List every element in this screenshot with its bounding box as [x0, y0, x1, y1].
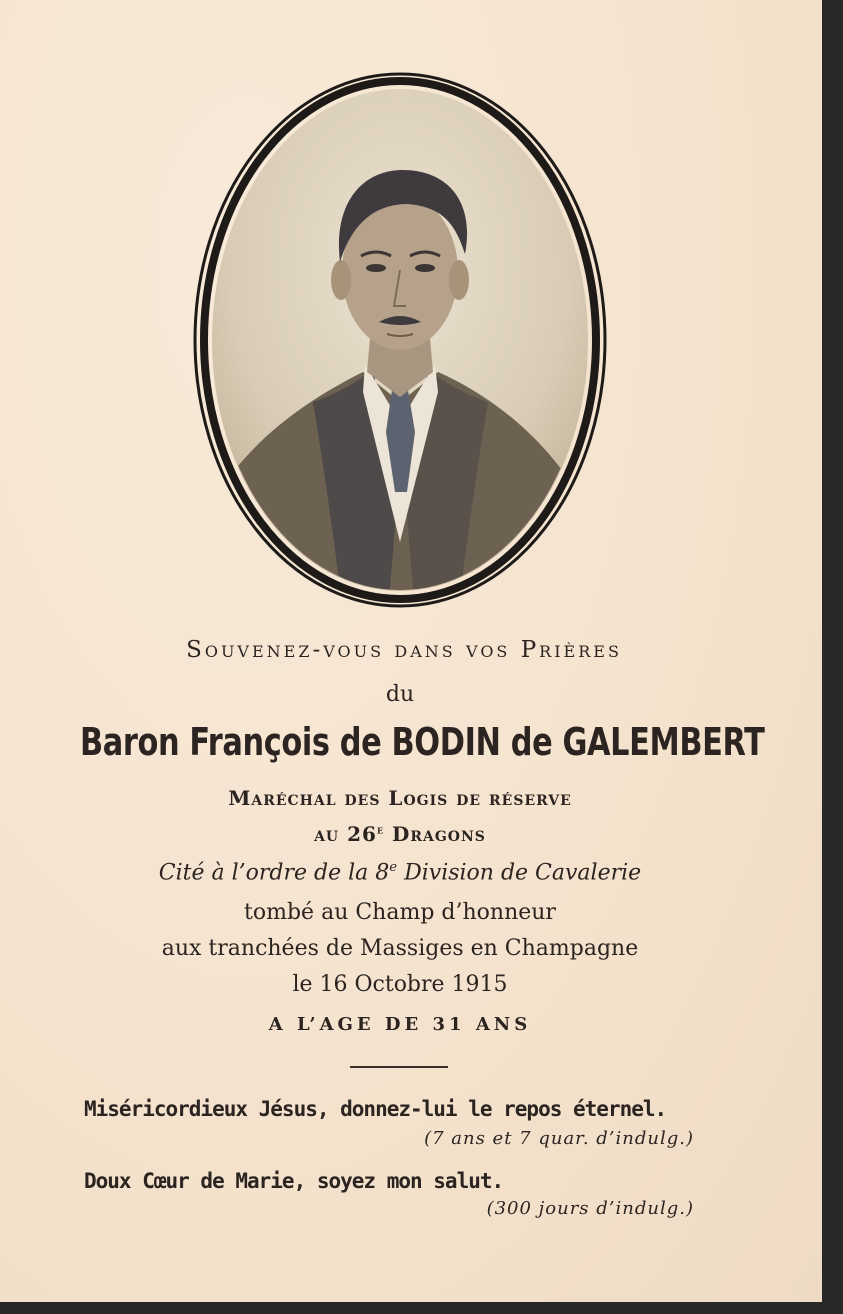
- divider: [350, 1066, 448, 1068]
- military-rank: Maréchal des Logis de réserve: [228, 786, 572, 810]
- place-of-death: aux tranchées de Massiges en Champagne: [161, 936, 639, 961]
- prayer-1: Miséricordieux Jésus, donnez-lui le repos éternel.: [84, 1097, 667, 1121]
- citation: [0, 860, 800, 885]
- prayer-2: Doux Cœur de Marie, soyez mon salut.: [84, 1169, 504, 1193]
- citation-prefix: Cité à l’ordre de la 8: [158, 860, 390, 886]
- indulgence-2: (300 jours d’indulg.): [486, 1198, 694, 1219]
- heading-remember: Souvenez-vous dans vos Prières: [186, 637, 622, 663]
- citation-suffix: Division de Cavalerie: [397, 860, 642, 886]
- regiment-prefix: au 26: [314, 822, 377, 846]
- age-at-death: A L’AGE DE 31 ANS: [268, 1014, 532, 1035]
- date-of-death: le 16 Octobre 1915: [292, 972, 508, 997]
- citation-sup: e: [389, 860, 398, 875]
- regiment: [0, 822, 800, 846]
- indulgence-1: (7 ans et 7 quar. d’indulg.): [424, 1128, 694, 1149]
- heading-du: du: [385, 682, 415, 707]
- deceased-name: Baron François de BODIN de GALEMBERT: [80, 720, 765, 764]
- regiment-sup: e: [376, 822, 385, 837]
- regiment-suffix: Dragons: [384, 822, 486, 846]
- portrait-photo-icon: [193, 72, 607, 608]
- fell-in-honor: tombé au Champ d’honneur: [244, 900, 556, 925]
- portrait-frame: [193, 72, 607, 608]
